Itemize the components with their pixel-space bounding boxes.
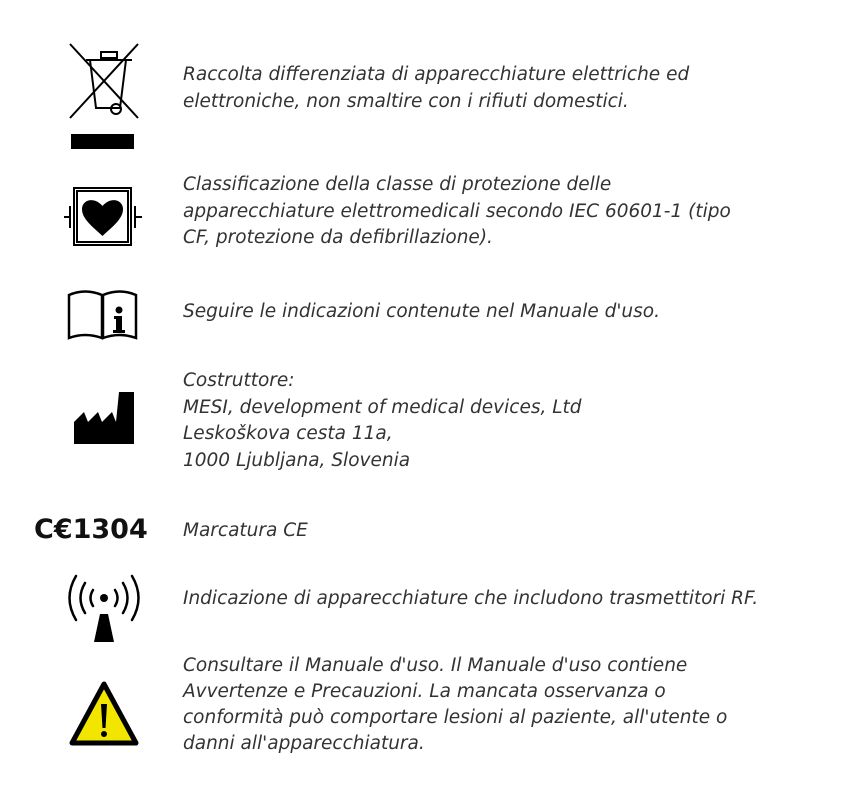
warning-description: Consultare il Manuale d'uso. Il Manuale d'uso contiene Avvertenze e Precauzioni. La mancata osservanza o conformità può comportare lesioni al paziente, all'utente o danni all'apparecchiatura. — [183, 655, 728, 754]
type-cf-defibrillation-proof-icon — [62, 186, 144, 248]
manual-description: Seguire le indicazioni contenute nel Manuale d'uso. — [183, 301, 660, 322]
warning-icon — [68, 680, 140, 748]
instructions-manual-icon — [66, 286, 140, 342]
manufacturer-description: Costruttore: MESI, development of medical devices, Ltd Leskoškova cesta 11a, 1000 Ljubljana, Slovenia — [183, 370, 582, 471]
non-ionizing-radiation-icon — [64, 572, 144, 644]
weee-crossed-bin-icon — [64, 40, 144, 150]
manufacturer-icon — [74, 392, 136, 444]
type-cf-description: Classificazione della classe di protezione delle apparecchiature elettromedicali secondo IEC 60601-1 (tipo CF, protezione da defibrillazione). — [183, 174, 731, 248]
rf-description: Indicazione di apparecchiature che includono trasmettitori RF. — [183, 588, 759, 609]
ce-description: Marcatura CE — [183, 520, 308, 541]
weee-description: Raccolta differenziata di apparecchiature elettriche ed elettroniche, non smaltire con i rifiuti domestici. — [183, 64, 690, 112]
ce-mark-icon: C€1304 — [34, 514, 148, 545]
